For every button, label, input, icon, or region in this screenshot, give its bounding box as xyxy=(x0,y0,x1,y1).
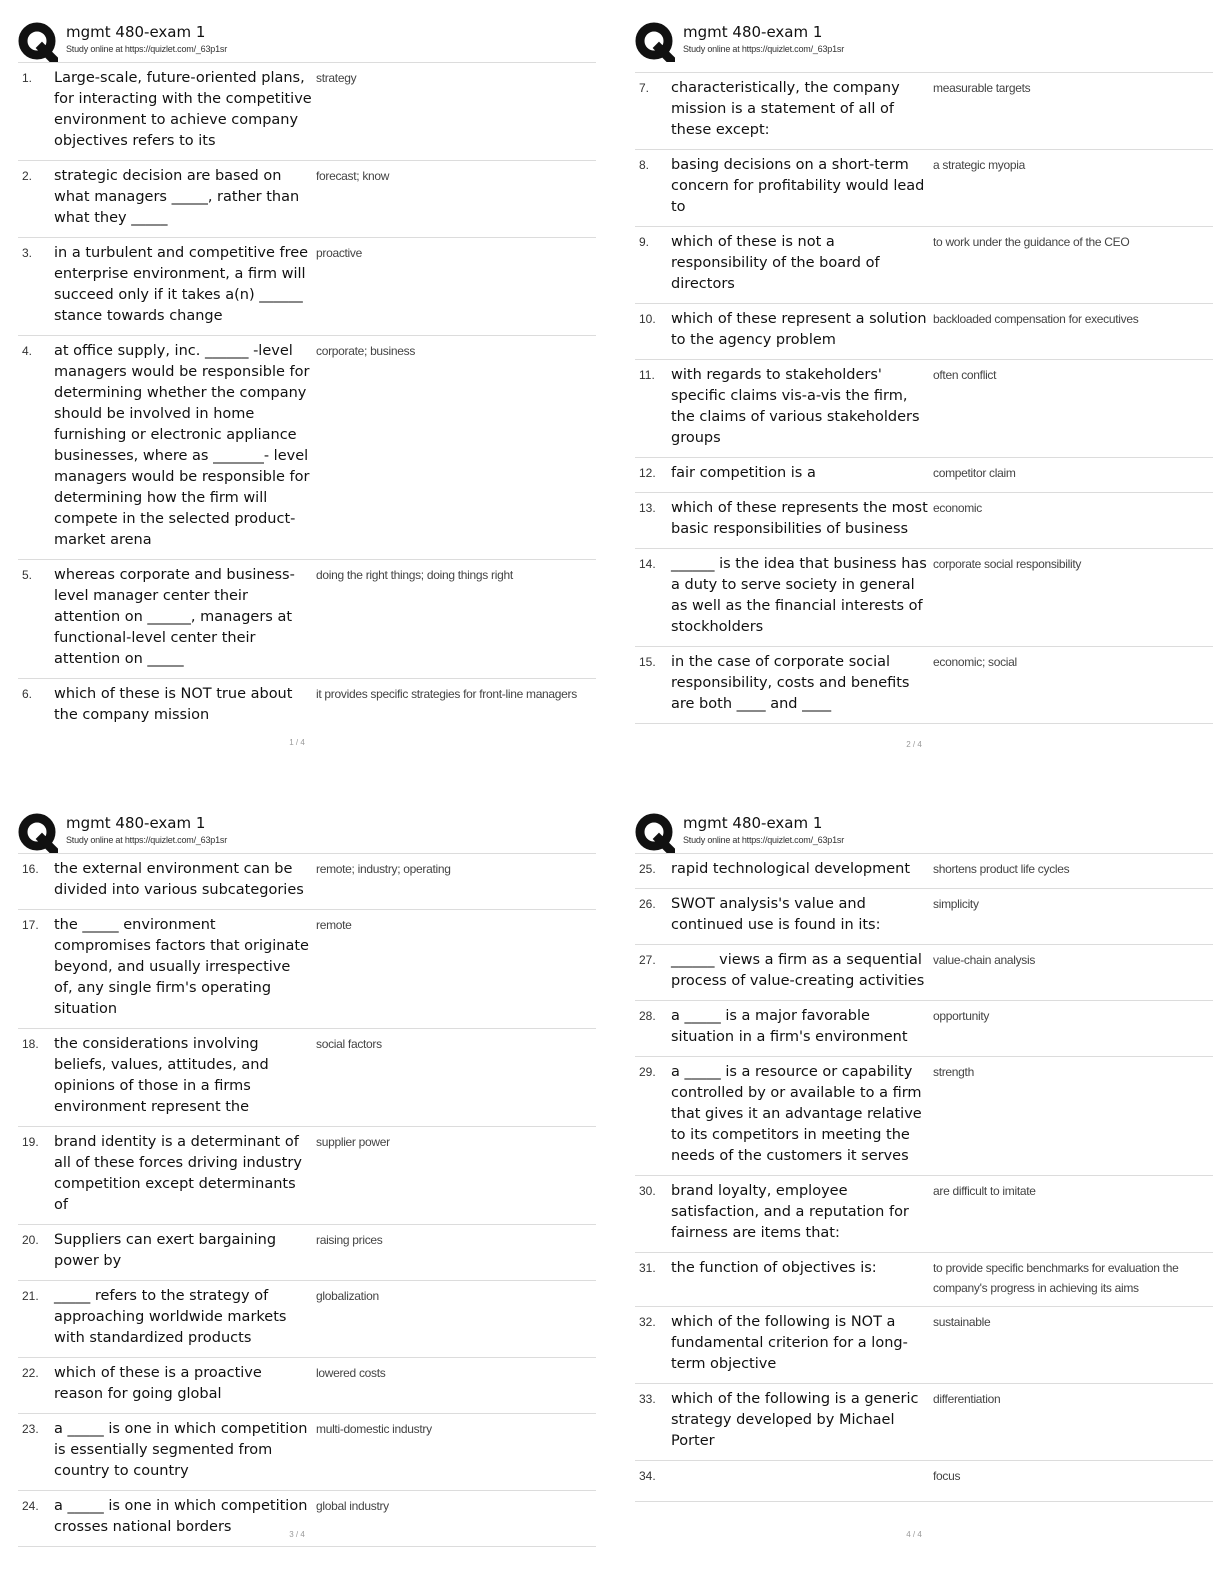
card-number: 15. xyxy=(639,655,656,669)
card-answer: globalization xyxy=(316,1289,379,1303)
study-link[interactable]: Study online at https://quizlet.com/_63p1sr xyxy=(683,44,844,54)
card-term: a _____ is a resource or capability controlled by or available to a firm that gives it an advantage relative to its competitors in meeting the needs of the customers it serves xyxy=(671,1064,922,1164)
quizlet-logo-icon xyxy=(18,22,58,62)
flashcard-row xyxy=(18,1281,596,1358)
card-number: 26. xyxy=(639,897,656,911)
card-term: the considerations involving beliefs, values, attitudes, and opinions of those in a firms environment represent the xyxy=(54,1036,269,1115)
flashcard-row xyxy=(635,1057,1213,1176)
card-answer: strategy xyxy=(316,71,357,85)
flashcard-row xyxy=(18,1414,596,1491)
flashcard-row xyxy=(635,1384,1213,1461)
card-answer: supplier power xyxy=(316,1135,390,1149)
card-term: ______ is the idea that business has a duty to serve society in general as well as the financial interests of stockholders xyxy=(671,556,927,635)
card-term: Large-scale, future-oriented plans, for interacting with the competitive environment to achieve company objectives refers to its xyxy=(54,70,312,149)
card-list xyxy=(18,62,596,734)
card-answer: shortens product life cycles xyxy=(933,862,1070,876)
card-number: 29. xyxy=(639,1065,656,1079)
flashcard-row xyxy=(635,150,1213,227)
card-answer: a strategic myopia xyxy=(933,158,1025,172)
flashcard-row xyxy=(635,647,1213,724)
card-term: at office supply, inc. ______ -level managers would be responsible for determining whether the company should be involved in home furnishing or electronic appliance businesses, where as _______- level managers would be responsible for determining how the firm will compete in the selected product-market arena xyxy=(54,343,310,548)
card-number: 20. xyxy=(22,1233,39,1247)
doc-title: mgmt 480-exam 1 xyxy=(66,23,206,41)
card-number: 19. xyxy=(22,1135,39,1149)
card-term: the _____ environment compromises factors that originate beyond, and usually irrespective of, any single firm's operating situation xyxy=(54,917,309,1017)
flashcard-row xyxy=(18,854,596,910)
flashcard-row xyxy=(635,1176,1213,1253)
card-term: whereas corporate and business-level manager center their attention on ______, managers at functional-level center their attention on _____ xyxy=(54,567,295,667)
study-link[interactable]: Study online at https://quizlet.com/_63p1sr xyxy=(66,44,227,54)
flashcard-row xyxy=(635,945,1213,1001)
card-number: 28. xyxy=(639,1009,656,1023)
flashcard-row xyxy=(635,458,1213,493)
card-term: ______ views a firm as a sequential process of value-creating activities xyxy=(671,952,925,989)
study-link[interactable]: Study online at https://quizlet.com/_63p1sr xyxy=(683,835,844,845)
card-term: which of the following is NOT a fundamental criterion for a long-term objective xyxy=(671,1314,908,1372)
card-term: fair competition is a xyxy=(671,465,816,481)
card-term: in a turbulent and competitive free enterprise environment, a firm will succeed only if it takes a(n) ______ stance towards change xyxy=(54,245,309,324)
card-answer: forecast; know xyxy=(316,169,390,183)
card-number: 17. xyxy=(22,918,39,932)
card-answer: remote; industry; operating xyxy=(316,862,451,876)
flashcard-row xyxy=(635,227,1213,304)
card-answer: remote xyxy=(316,918,352,932)
flashcard-row xyxy=(18,161,596,238)
card-answer: proactive xyxy=(316,246,362,260)
card-answer: competitor claim xyxy=(933,466,1016,480)
flashcard-row xyxy=(18,1358,596,1414)
doc-title: mgmt 480-exam 1 xyxy=(66,814,206,832)
flashcard-row xyxy=(635,1253,1213,1307)
card-term: characteristically, the company mission is a statement of all of these except: xyxy=(671,80,900,138)
card-number: 2. xyxy=(22,169,33,183)
card-term: a _____ is one in which competition crosses national borders xyxy=(54,1498,308,1535)
page-4 xyxy=(635,813,1213,1502)
card-term: brand identity is a determinant of all of these forces driving industry competition except determinants of xyxy=(54,1134,302,1213)
flashcard-row xyxy=(18,1127,596,1225)
flashcard-row xyxy=(18,679,596,734)
card-term xyxy=(671,1466,929,1487)
card-term: which of the following is a generic strategy developed by Michael Porter xyxy=(671,1391,919,1449)
flashcard-row xyxy=(18,1029,596,1127)
card-answer: are difficult to imitate xyxy=(933,1184,1036,1198)
card-term: Suppliers can exert bargaining power by xyxy=(54,1232,277,1269)
flashcard-row xyxy=(635,1461,1213,1502)
card-answer: social factors xyxy=(316,1037,382,1051)
card-term: a _____ is a major favorable situation in a firm's environment xyxy=(671,1008,908,1045)
card-term: the function of objectives is: xyxy=(671,1260,877,1276)
card-number: 11. xyxy=(639,368,655,382)
flashcard-row xyxy=(635,549,1213,647)
card-number: 14. xyxy=(639,557,656,571)
card-number: 32. xyxy=(639,1315,656,1329)
page-header xyxy=(635,813,1213,853)
card-number: 24. xyxy=(22,1499,39,1513)
card-number: 27. xyxy=(639,953,656,967)
card-term: _____ refers to the strategy of approaching worldwide markets with standardized products xyxy=(54,1288,287,1346)
page-2 xyxy=(635,22,1213,724)
card-number: 9. xyxy=(639,235,650,249)
card-number: 8. xyxy=(639,158,650,172)
card-answer: strength xyxy=(933,1065,974,1079)
card-number: 5. xyxy=(22,568,33,582)
card-answer: to work under the guidance of the CEO xyxy=(933,235,1130,249)
card-term: SWOT analysis's value and continued use is found in its: xyxy=(671,896,881,933)
card-term: strategic decision are based on what managers _____, rather than what they _____ xyxy=(54,168,300,226)
card-answer: raising prices xyxy=(316,1233,383,1247)
flashcard-row xyxy=(635,493,1213,549)
card-term: the external environment can be divided into various subcategories xyxy=(54,861,304,898)
card-answer: multi-domestic industry xyxy=(316,1422,432,1436)
card-term: brand loyalty, employee satisfaction, and a reputation for fairness are items that: xyxy=(671,1183,909,1241)
card-number: 10. xyxy=(639,312,656,326)
card-term: which of these is a proactive reason for going global xyxy=(54,1365,262,1402)
card-answer: corporate social responsibility xyxy=(933,557,1082,571)
card-term: which of these represents the most basic responsibilities of business xyxy=(671,500,928,537)
doc-title: mgmt 480-exam 1 xyxy=(683,814,823,832)
card-answer: to provide specific benchmarks for evaluation the company's progress in achieving its aims xyxy=(933,1261,1179,1295)
card-number: 4. xyxy=(22,344,33,358)
card-list xyxy=(18,853,596,1547)
card-answer: economic; social xyxy=(933,655,1017,669)
flashcard-row xyxy=(18,336,596,560)
card-answer: backloaded compensation for executives xyxy=(933,312,1139,326)
card-answer: often conflict xyxy=(933,368,997,382)
flashcard-row xyxy=(635,360,1213,458)
card-number: 23. xyxy=(22,1422,39,1436)
card-number: 25. xyxy=(639,862,656,876)
page-header xyxy=(635,22,1213,62)
page-3 xyxy=(18,813,596,1547)
study-link[interactable]: Study online at https://quizlet.com/_63p1sr xyxy=(66,835,227,845)
flashcard-row xyxy=(18,910,596,1029)
card-number: 21. xyxy=(22,1289,39,1303)
card-answer: differentiation xyxy=(933,1392,1001,1406)
card-term: rapid technological development xyxy=(671,861,911,877)
card-number: 22. xyxy=(22,1366,39,1380)
flashcard-row xyxy=(635,73,1213,150)
page-number: 1 / 4 xyxy=(289,738,305,747)
card-list xyxy=(635,853,1213,1502)
card-number: 12. xyxy=(639,466,656,480)
card-term: in the case of corporate social responsibility, costs and benefits are both ____ and ____ xyxy=(671,654,910,712)
card-answer: simplicity xyxy=(933,897,979,911)
card-answer: it provides specific strategies for front-line managers xyxy=(316,687,577,701)
card-list xyxy=(635,72,1213,724)
card-answer: doing the right things; doing things right xyxy=(316,568,513,582)
card-term: with regards to stakeholders' specific claims vis-a-vis the firm, the claims of various stakeholders groups xyxy=(671,367,920,446)
flashcard-row xyxy=(635,1001,1213,1057)
page-header xyxy=(18,22,596,62)
card-answer: global industry xyxy=(316,1499,389,1513)
flashcard-row xyxy=(635,1307,1213,1384)
flashcard-row xyxy=(635,854,1213,889)
doc-title: mgmt 480-exam 1 xyxy=(683,23,823,41)
flashcard-row xyxy=(18,560,596,679)
card-number: 7. xyxy=(639,81,650,95)
quizlet-logo-icon xyxy=(18,813,58,853)
flashcard-row xyxy=(635,304,1213,360)
flashcard-row xyxy=(18,63,596,161)
quizlet-logo-icon xyxy=(635,22,675,62)
page-number: 3 / 4 xyxy=(289,1530,305,1539)
page-1 xyxy=(18,22,596,734)
card-number: 18. xyxy=(22,1037,39,1051)
card-answer: economic xyxy=(933,501,982,515)
card-term: a _____ is one in which competition is essentially segmented from country to country xyxy=(54,1421,308,1479)
card-number: 31. xyxy=(639,1261,656,1275)
quizlet-logo-icon xyxy=(635,813,675,853)
card-answer: opportunity xyxy=(933,1009,990,1023)
card-term: which of these is NOT true about the company mission xyxy=(54,686,293,723)
card-number: 33. xyxy=(639,1392,656,1406)
flashcard-row xyxy=(635,889,1213,945)
card-number: 30. xyxy=(639,1184,656,1198)
card-answer: measurable targets xyxy=(933,81,1031,95)
card-term: which of these is not a responsibility of the board of directors xyxy=(671,234,880,292)
flashcard-row xyxy=(18,1225,596,1281)
flashcard-row xyxy=(18,238,596,336)
card-number: 34. xyxy=(639,1469,656,1483)
card-answer: lowered costs xyxy=(316,1366,386,1380)
page-number: 4 / 4 xyxy=(906,1530,922,1539)
card-answer: focus xyxy=(933,1469,961,1483)
card-number: 13. xyxy=(639,501,656,515)
card-answer: value-chain analysis xyxy=(933,953,1036,967)
card-answer: corporate; business xyxy=(316,344,416,358)
card-number: 1. xyxy=(22,71,33,85)
card-number: 16. xyxy=(22,862,39,876)
page-header xyxy=(18,813,596,853)
card-term: basing decisions on a short-term concern for profitability would lead to xyxy=(671,157,925,215)
card-number: 3. xyxy=(22,246,33,260)
card-term: which of these represent a solution to the agency problem xyxy=(671,311,927,348)
page-number: 2 / 4 xyxy=(906,740,922,749)
card-answer: sustainable xyxy=(933,1315,991,1329)
card-number: 6. xyxy=(22,687,33,701)
